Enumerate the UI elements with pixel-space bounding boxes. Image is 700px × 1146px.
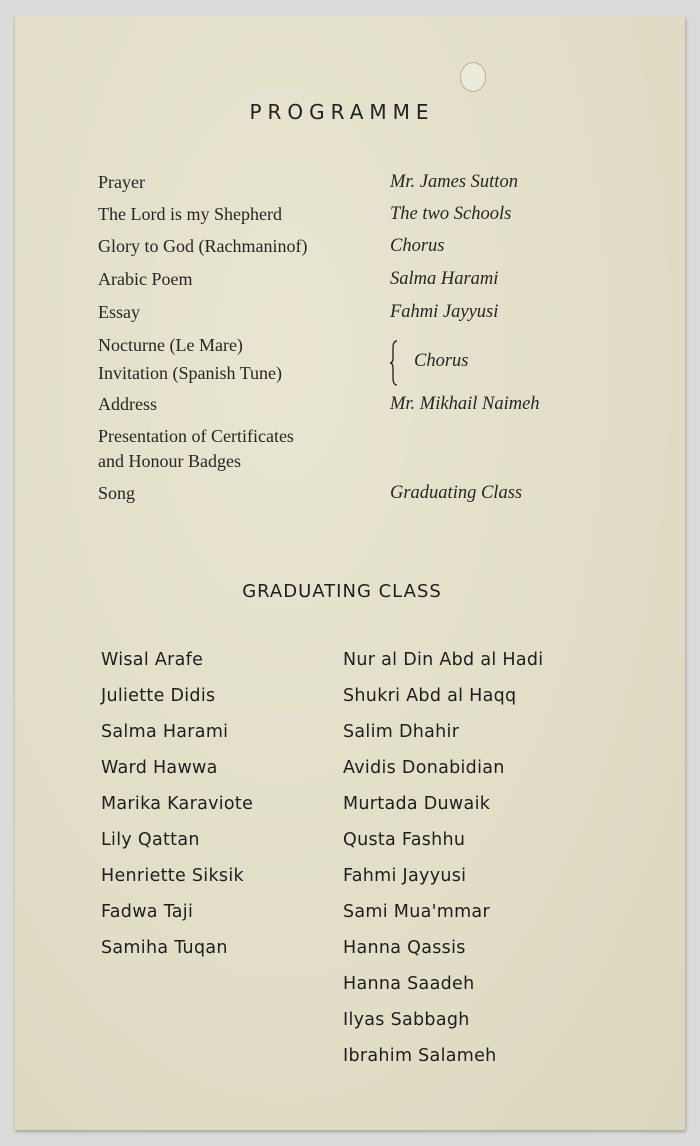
programme-title: PROGRAMME bbox=[249, 100, 435, 124]
graduate-name: Shukri Abd al Haqq bbox=[343, 686, 517, 706]
programme-item: Essay bbox=[98, 302, 140, 322]
graduate-name: Ilyas Sabbagh bbox=[343, 1010, 470, 1030]
programme-performer: Graduating Class bbox=[390, 483, 523, 503]
graduate-name: Henriette Siksik bbox=[101, 866, 244, 886]
programme-performer: Mr. James Sutton bbox=[390, 172, 518, 192]
graduate-name: Qusta Fashhu bbox=[343, 830, 466, 850]
graduate-name: Fadwa Taji bbox=[101, 902, 194, 922]
graduate-name: Salim Dhahir bbox=[343, 722, 460, 742]
graduate-name: Lily Qattan bbox=[101, 830, 200, 850]
programme-performer: Mr. Mikhail Naimeh bbox=[390, 394, 540, 414]
programme-item: Invitation (Spanish Tune) bbox=[98, 363, 283, 383]
graduate-name: Wisal Arafe bbox=[101, 650, 204, 670]
graduate-name: Ibrahim Salameh bbox=[343, 1046, 497, 1066]
punch-hole bbox=[460, 62, 486, 92]
graduate-name: Hanna Qassis bbox=[343, 938, 466, 958]
programme-item: and Honour Badges bbox=[98, 451, 241, 471]
graduating-class-title: GRADUATING CLASS bbox=[242, 581, 442, 602]
programme-item: Song bbox=[98, 483, 136, 503]
graduate-name: Ward Hawwa bbox=[101, 758, 218, 778]
brace-icon bbox=[390, 340, 404, 386]
graduate-name: Fahmi Jayyusi bbox=[343, 866, 467, 886]
programme-performer: Chorus bbox=[390, 236, 445, 256]
graduate-name: Avidis Donabidian bbox=[343, 758, 505, 778]
programme-item: Presentation of Certificates bbox=[98, 426, 294, 446]
programme-performer: The two Schools bbox=[390, 204, 512, 224]
graduate-name: Samiha Tuqan bbox=[101, 938, 228, 958]
grouped-performer: Chorus bbox=[414, 351, 469, 371]
graduate-name: Sami Mua'mmar bbox=[343, 902, 490, 922]
programme-item: Address bbox=[98, 394, 157, 414]
programme-item: The Lord is my Shepherd bbox=[98, 204, 282, 224]
graduate-name: Hanna Saadeh bbox=[343, 974, 475, 994]
graduate-name: Murtada Duwaik bbox=[343, 794, 491, 814]
graduate-name: Marika Karaviote bbox=[101, 794, 254, 814]
programme-item: Prayer bbox=[98, 172, 145, 192]
programme-item: Glory to God (Rachmaninof) bbox=[98, 236, 308, 256]
programme-item: Nocturne (Le Mare) bbox=[98, 335, 243, 355]
programme-performer: Salma Harami bbox=[390, 269, 499, 289]
programme-performer: Fahmi Jayyusi bbox=[390, 302, 499, 322]
graduate-name: Juliette Didis bbox=[101, 686, 216, 706]
graduate-name: Salma Harami bbox=[101, 722, 229, 742]
graduate-name: Nur al Din Abd al Hadi bbox=[343, 650, 544, 670]
programme-item: Arabic Poem bbox=[98, 269, 193, 289]
